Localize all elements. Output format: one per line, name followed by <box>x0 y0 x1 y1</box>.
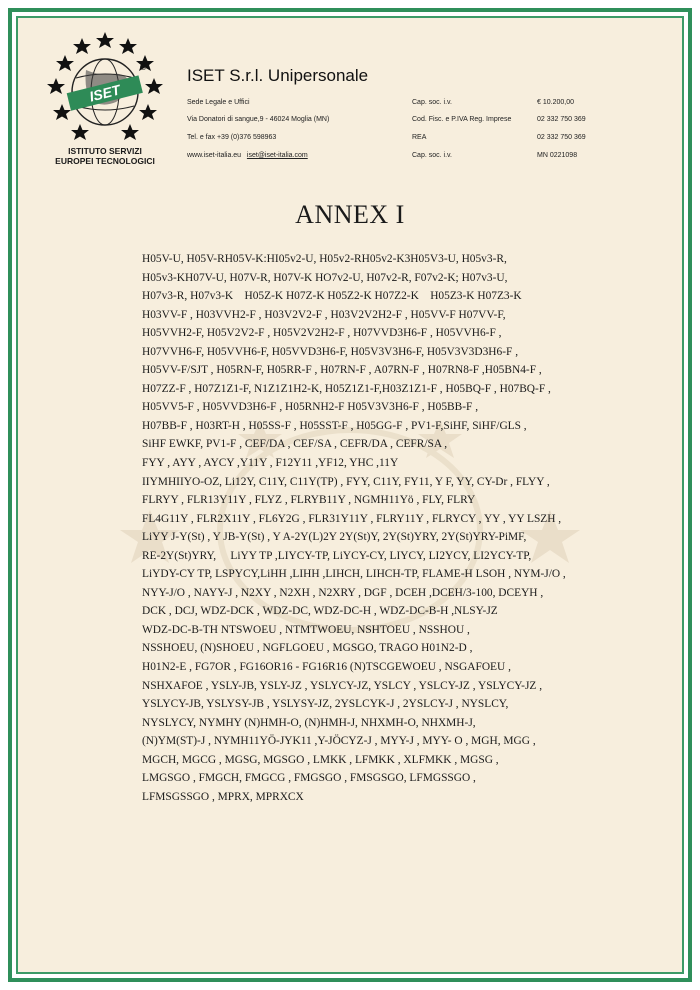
list-line: H03VV-F , H03VVH2-F , H03V2V2-F , H03V2V2H2-F , H05VV-F H07VV-F, <box>142 308 506 321</box>
list-line: FLRYY , FLR13Y11Y , FLYZ , FLRYB11Y , NGMH11Yö , FLY, FLRY <box>142 494 476 507</box>
list-line: YSLYCY-JB, YSLYSY-JB , YSLYSY-JZ, 2YSLCYK-J , 2YSLCY-J , NYSLCY, <box>142 698 509 711</box>
list-line: WDZ-DC-B-TH NTSWOEU , NTMTWOEU, NSHTOEU , NSSHOU , <box>142 623 470 636</box>
list-line: LMGSGO , FMGCH, FMGCG , FMGSGO , FMSGSGO, LFMGSSGO , <box>142 772 476 785</box>
web-contacts <box>187 152 308 159</box>
list-line: NYSLYCY, NYMHY (N)HMH-O, (N)HMH-J, NHXMH-O, NHXMH-J, <box>142 716 476 729</box>
email-link[interactable]: iset@iset-italia.com <box>246 152 308 159</box>
phone-fax: Tel. e fax +39 (0)376 598963 <box>187 134 277 141</box>
list-line: H01N2-E , FG7OR , FG16OR16 - FG16R16 (N)TSCGEWOEU , NSGAFOEU , <box>142 661 511 674</box>
annex-title: ANNEX I <box>295 200 405 229</box>
share-capital-label: Cap. soc. i.v. <box>412 99 452 106</box>
list-line: MGCH, MGCG , MGSG, MGSGO , LMKK , LFMKK , XLFMKK , MGSG , <box>142 753 499 766</box>
tax-code-value: 02 332 750 369 <box>537 116 586 123</box>
list-line: NSSHOEU, (N)SHOEU , NGFLGOEU , MGSGO, TRAGO H01N2-D , <box>142 642 473 655</box>
list-line: LFMSGSSGO , MPRX, MPRXCX <box>142 790 304 803</box>
rea-value: 02 332 750 369 <box>537 134 586 141</box>
list-line: RE-2Y(St)YRY, LiYY TP ,LIYCY-TP, LiYCY-CY, LIYCY, LI2YCY, LI2YCY-TP, <box>142 549 532 562</box>
website-link[interactable]: www.iset-italia.eu <box>187 152 242 159</box>
star-icon <box>145 78 163 94</box>
list-line: H05V-U, H05V-RH05V-K:HI05v2-U, H05v2-RH05v2-K3H05V3-U, H05v3-R, <box>142 253 507 265</box>
list-line: H07BB-F , H03RT-H , H05SS-F , H05SST-F , H05GG-F , PV1-F,SiHF, SiHF/GLS , <box>142 419 527 432</box>
list-line: NSHXAFOE , YSLY-JB, YSLY-JZ , YSLYCY-JZ, YSLCY , YSLCY-JZ , YSLYCY-JZ , <box>142 679 543 692</box>
logo-emblem <box>40 30 170 148</box>
star-icon <box>53 104 71 120</box>
star-icon <box>96 32 114 48</box>
address: Via Donatori di sangue,9 - 46024 Moglia (MN) <box>187 116 330 123</box>
share-capital-label-2: Cap. soc. i.v. <box>412 152 452 159</box>
letterhead <box>40 30 660 180</box>
tax-code-label: Cod. Fisc. e P.IVA Reg. Imprese <box>412 116 512 123</box>
cable-type-list <box>142 250 602 806</box>
list-line: IIYMHIIYO-OZ, Li12Y, C11Y, C11Y(TP) , FYY, C11Y, FY11, Y F, YY, CY-Dr , FLYY , <box>142 475 550 488</box>
list-line: H05VV-F/SJT , H05RN-F, H05RR-F , H07RN-F , A07RN-F , H07RN8-F ,H05BN4-F , <box>142 364 542 377</box>
list-line: H05VV5-F , H05VVD3H6-F , H05RNH2-F H05V3V3H6-F , H05BB-F , <box>142 401 479 414</box>
svg-text:®: ® <box>140 62 147 72</box>
registered-office-label: Sede Legale e Uffici <box>187 99 250 106</box>
star-icon <box>121 124 139 140</box>
company-name: ISET S.r.l. Unipersonale <box>187 66 369 85</box>
registry-value: MN 0221098 <box>537 152 578 159</box>
share-capital-value: € 10.200,00 <box>537 99 574 106</box>
list-line: (N)YM(ST)-J , NYMH11YÖ-JYK11 ,Y-JÖCYZ-J , MYY-J , MYY- O , MGH, MGG , <box>142 735 536 748</box>
list-line: H05v3-KH07V-U, H07V-R, H07V-K HO7v2-U, H07v2-R, F07v2-K; H07v3-U, <box>142 271 508 284</box>
star-icon <box>56 55 74 71</box>
list-line: FYY , AYY , AYCY ,Y11Y , F12Y11 ,YF12, YHC ,11Y <box>142 457 399 470</box>
star-icon <box>71 124 89 140</box>
logo-caption: ISTITUTO SERVIZI EUROPEI TECNOLOGICI <box>55 146 155 166</box>
list-line: H07v3-R, H07v3-K H05Z-K H07Z-K H05Z2-K H07Z2-K H05Z3-K H07Z3-K <box>142 290 522 303</box>
list-line: LiYDY-CY TP, LSPYCY,LiHH ,LIHH ,LIHCH, LIHCH-TP, FLAME-H LSOH , NYM-J/O , <box>142 568 566 581</box>
star-icon <box>73 38 91 54</box>
svg-text:ISET: ISET <box>87 81 122 105</box>
star-icon <box>119 38 137 54</box>
list-line: SiHF EWKF, PV1-F , CEF/DA , CEF/SA , CEFR/DA , CEFR/SA , <box>142 438 448 451</box>
list-line: DCK , DCJ, WDZ-DCK , WDZ-DC, WDZ-DC-H , WDZ-DC-B-H ,NLSY-JZ <box>142 605 498 618</box>
company-logo <box>40 30 170 170</box>
list-line: LiYY J-Y(St) , Y JB-Y(St) , Y A-2Y(L)2Y 2Y(St)Y, 2Y(St)YRY, 2Y(St)YRY-PiMF, <box>142 531 527 544</box>
rea-label: REA <box>412 134 427 141</box>
list-line: H07ZZ-F , H07Z1Z1-F, N1Z1Z1H2-K, H05Z1Z1-F,H03Z1Z1-F , H05BQ-F , H07BQ-F , <box>142 382 551 395</box>
star-icon <box>139 104 157 120</box>
list-line: FL4G11Y , FLR2X11Y , FL6Y2G , FLR31Y11Y , FLRY11Y , FLRYCY , YY , YY LSZH , <box>142 512 562 525</box>
list-line: NYY-J/O , NAYY-J , N2XY , N2XH , N2XRY , DGF , DCEH ,DCEH/3-100, DCEYH , <box>142 586 544 599</box>
list-line: H05VVH2-F, H05V2V2-F , H05V2V2H2-F , H07VVD3H6-F , H05VVH6-F , <box>142 327 502 340</box>
list-line: H07VVH6-F, H05VVH6-F, H05VVD3H6-F, H05V3V3H6-F, H05V3V3D3H6-F , <box>142 345 519 358</box>
star-icon <box>47 78 65 94</box>
